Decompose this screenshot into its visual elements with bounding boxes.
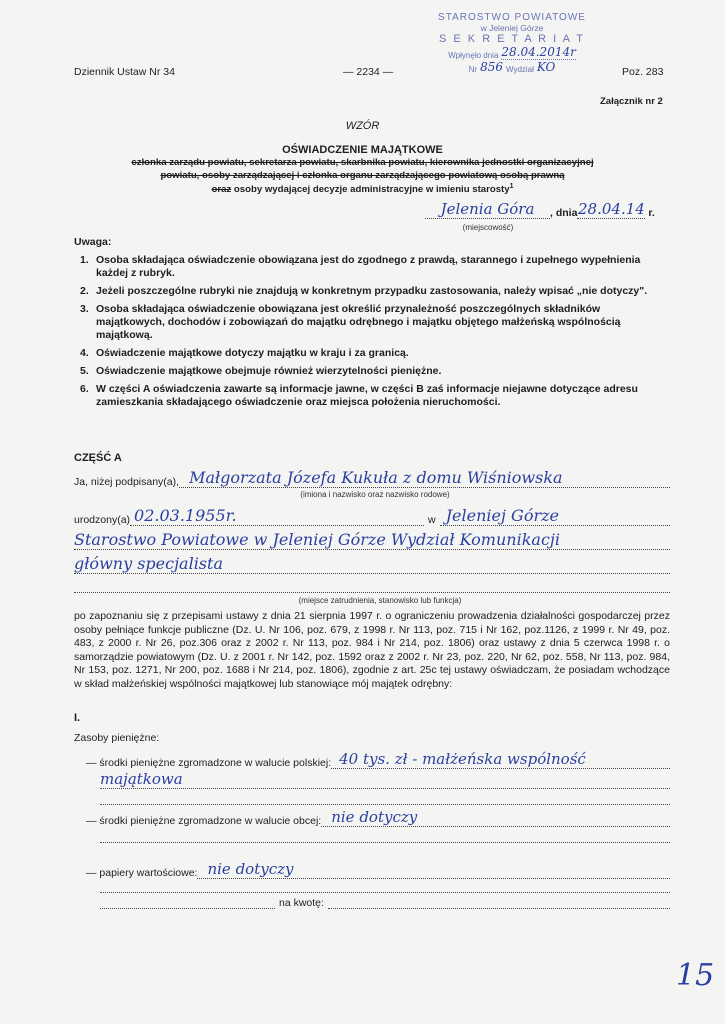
signer-value: Małgorzata Józefa Kukuła z domu Wiśniowska	[179, 468, 670, 488]
born-in-label: w	[428, 514, 436, 526]
stamp-received-date: 28.04.2014r	[501, 45, 576, 59]
struck-line-2: powiatu, osoby zarządzającej i członka organu zarządzającego powiatową osobą prawną	[160, 170, 565, 181]
securities-empty-line	[100, 880, 670, 893]
page-number: — 2234 —	[343, 66, 394, 78]
workplace-line-1: Starostwo Powiatowe w Jeleniej Górze Wydział Komunikacji	[74, 530, 670, 550]
pln-value: 40 tys. zł - małżeńska wspólność	[331, 750, 670, 769]
stamp-nr-value: 856	[480, 60, 503, 74]
place-value: Jelenia Góra	[425, 200, 550, 219]
section-roman: I.	[74, 712, 81, 724]
born-place: Jeleniej Górze	[440, 506, 670, 526]
notice-item: 4. Oświadczenie majątkowe dotyczy majątku w kraju i za granicą.	[80, 347, 409, 359]
stamp-received-label: Wpłynęło dnia	[448, 51, 499, 60]
signer-caption: (imiona i nazwisko oraz nazwisko rodowe)	[300, 490, 450, 499]
signer-label: Ja, niżej podpisany(a),	[74, 476, 180, 488]
foreign-line	[86, 808, 670, 827]
stamp-line1: STAROSTWO POWIATOWE	[438, 12, 586, 23]
stamp-line3: S E K R E T A R I A T	[439, 33, 585, 45]
stamp-nr-label: Nr	[468, 65, 478, 74]
date-value: 28.04.14	[578, 200, 645, 218]
securities-line	[86, 860, 670, 879]
workplace-empty-line	[74, 578, 670, 593]
notice-list	[80, 254, 670, 414]
stamp-line2: w Jeleniej Górze	[480, 23, 544, 33]
born-date: 02.03.1955r.	[130, 506, 424, 526]
pln-value-continued: majątkowa	[100, 770, 670, 789]
pln-label: — środki pieniężne zgromadzone w walucie polskiej:	[86, 757, 332, 769]
foreign-value: nie dotyczy	[321, 808, 670, 827]
notice-label: Uwaga:	[74, 236, 112, 248]
stamp-dept-label: Wydział	[505, 65, 534, 74]
notice-item: 1. Osoba składająca oświadczenie obowiązana jest do zgodnego z prawdą, starannego i zupełnego wypełnienia każdej z rubryk.	[80, 254, 641, 279]
place-caption: (miejscowość)	[462, 223, 514, 232]
amount-line	[100, 896, 670, 909]
form-template-label: WZÓR	[345, 120, 380, 132]
registry-stamp	[422, 12, 602, 74]
workplace-caption: (miejsce zatrudnienia, stanowisko lub funkcja)	[298, 596, 462, 605]
place-date-line	[425, 200, 675, 219]
securities-label: — papiery wartościowe:	[86, 867, 198, 879]
workplace-line-2: główny specjalista	[74, 554, 670, 574]
journal-name: Dziennik Ustaw Nr 34	[74, 66, 175, 78]
position-number: Poz. 283	[622, 66, 664, 78]
handwritten-page-mark: 15	[676, 958, 715, 993]
document-title: OŚWIADCZENIE MAJĄTKOWE	[282, 144, 443, 156]
foreign-label: — środki pieniężne zgromadzone w walucie obcej:	[86, 815, 322, 827]
foreign-empty-line	[100, 830, 670, 843]
pln-empty-line	[100, 792, 670, 805]
attachment-label: Załącznik nr 2	[600, 96, 663, 107]
document-subtitle	[60, 183, 665, 195]
notice-item: 3. Osoba składająca oświadczenie obowiązana jest określić przynależność poszczególnych składników majątkowych, dochodów i zobowiązań do majątku odrębnego i majątku objętego małżeńską wspólnością majątkową.	[80, 303, 621, 341]
date-suffix: r.	[648, 207, 655, 219]
struck-line-1: członka zarządu powiatu, sekretarza powiatu, skarbnika powiatu, kierownika jednostki organizacyjnej	[131, 157, 594, 168]
amount-blank-left	[100, 896, 275, 909]
notice-item: 5. Oświadczenie majątkowe obejmuje również wierzytelności pieniężne.	[80, 365, 442, 377]
struck-word: oraz	[211, 184, 232, 196]
notice-item: 2. Jeżeli poszczególne rubryki nie znajdują w konkretnym przypadku zastosowania, należy wpisać „nie dotyczy".	[80, 285, 648, 297]
signer-line	[74, 468, 670, 488]
part-a-heading: CZĘŚĆ A	[74, 452, 122, 464]
amount-blank-right	[328, 896, 670, 909]
date-label: , dnia	[550, 207, 578, 219]
footnote-mark: 1	[509, 183, 514, 190]
securities-value: nie dotyczy	[197, 860, 670, 879]
stamp-dept-value: KO	[536, 60, 556, 74]
birth-line	[74, 506, 670, 526]
born-label: urodzony(a)	[74, 514, 131, 526]
amount-label: na kwotę:	[279, 897, 324, 909]
notice-item: 6. W części A oświadczenia zawarte są informacje jawne, w części B zaś informacje niejawne dotyczące adresu zamieszkania składającego oświadczenie oraz miejsca położenia nieruchomości.	[80, 383, 638, 408]
statute-paragraph: po zapoznaniu się z przepisami ustawy z dnia 21 sierpnia 1997 r. o ograniczeniu prowadzenia działalności gospodarczej przez osoby pełniące funkcje publiczne (Dz. U. Nr 106, poz. 679, z 1998 r. Nr 113, poz. 715 i Nr 162, poz.1126, z 1999 r. Nr 49, poz. 483, z 2000 r. Nr 26, poz.306 oraz z 2002 r. Nr 113, poz. 984 i Nr 214, poz. 1806) oraz ustawy z dnia 5 czerwca 1998 r. o samorządzie powiatowym (Dz. U. z 2001 r. Nr 142, poz. 1592 oraz z 2002 r. Nr 23, poz. 220, Nr 62, poz. 558, Nr 113, poz. 984, Nr 153, poz. 1271, Nr 200, poz. 1688 i Nr 214, poz. 1806), zgodnie z art. 25c tej ustawy oświadczam, że posiadam wchodzące w skład małżeńskiej wspólności majątkowej lub stanowiące mój majątek odrębny:	[74, 610, 670, 690]
cash-heading: Zasoby pieniężne:	[74, 732, 160, 744]
subtitle-text: osoby wydającej decyzje administracyjne w imieniu starosty	[231, 184, 510, 196]
pln-line	[86, 750, 670, 769]
